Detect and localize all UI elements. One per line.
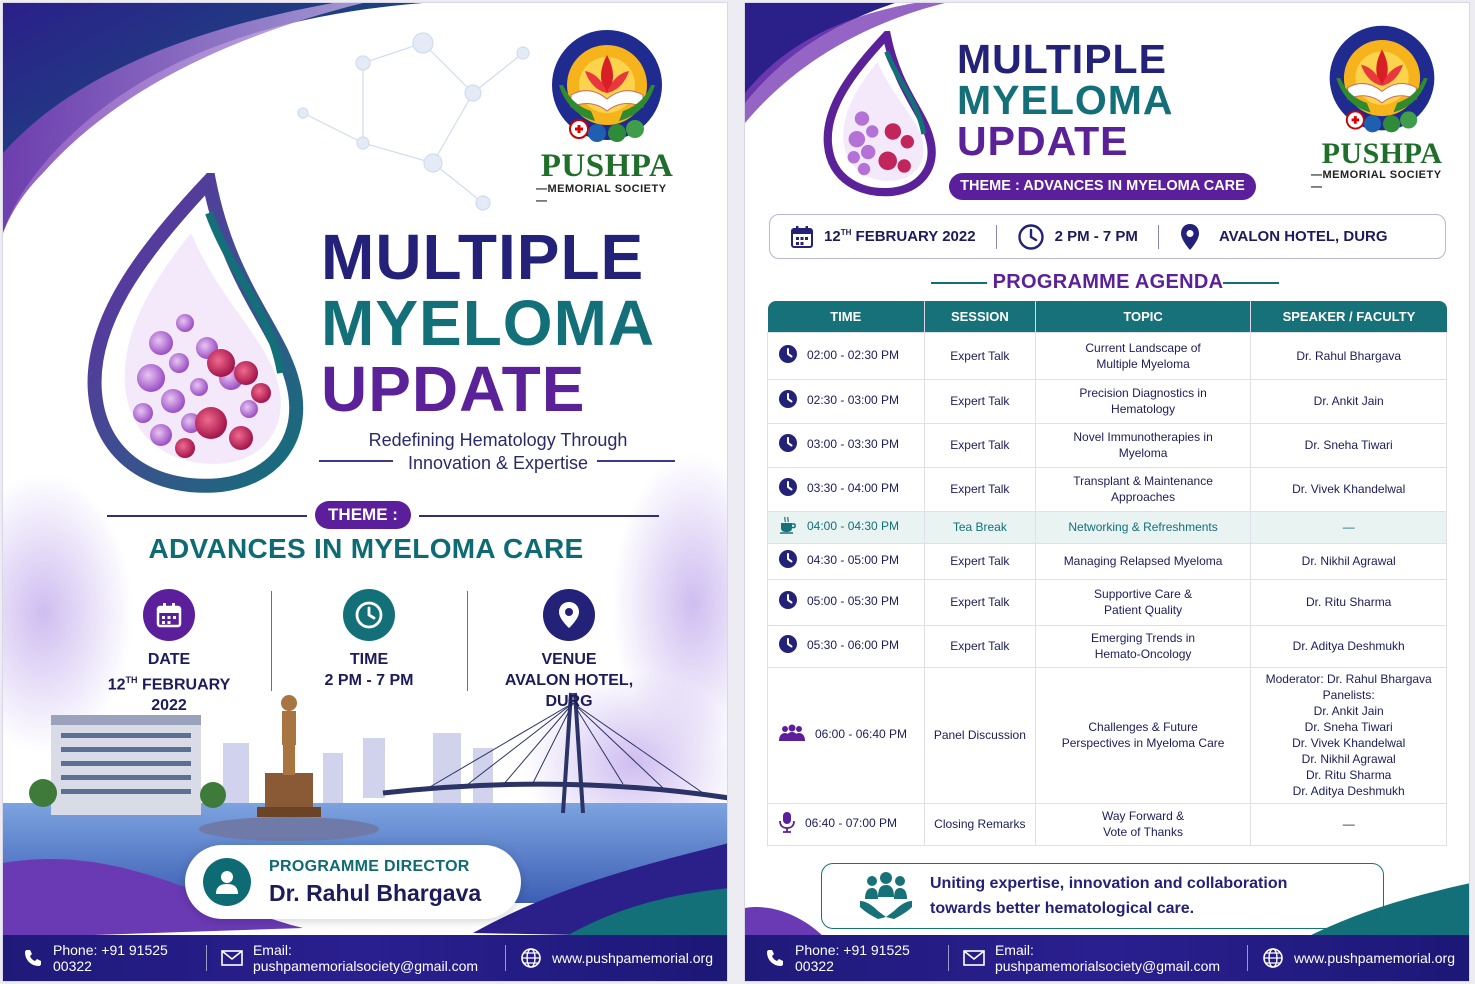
agenda-row <box>768 625 1447 667</box>
date-label: DATE <box>147 651 191 668</box>
agenda-topic-cell: Challenges & Future Perspectives in Myeloma Care <box>1035 667 1251 803</box>
agenda-topic-cell: Transplant & Maintenance Approaches <box>1035 467 1251 511</box>
agenda-time-cell: 02:30 - 03:00 PM <box>768 379 925 423</box>
mail-icon <box>963 950 985 966</box>
team-hands-icon <box>858 871 914 921</box>
flyer-agenda-page <box>744 2 1470 982</box>
agenda-row <box>768 667 1447 803</box>
clock-icon <box>1017 223 1045 251</box>
footer-phone[interactable]: Phone: +91 91525 00322 <box>745 944 948 972</box>
hotel-illustration <box>29 715 226 815</box>
info-divider-1 <box>271 591 272 691</box>
agenda-time-cell: 03:30 - 04:00 PM <box>768 467 925 511</box>
logo-name: PUSHPA <box>1321 137 1443 170</box>
closing-message-line1: Uniting expertise, innovation and collaboration <box>930 875 1288 892</box>
info-divider-2 <box>467 591 468 691</box>
event-title-line1: MULTIPLE <box>957 36 1167 82</box>
venue-line2: DURG <box>545 693 593 710</box>
agenda-topic-cell: Way Forward & Vote of Thanks <box>1035 803 1251 845</box>
event-title-line3: UPDATE <box>957 118 1129 164</box>
agenda-speaker-cell: Dr. Ankit Jain <box>1251 379 1447 423</box>
theme-divider-left <box>107 515 307 517</box>
agenda-topic-cell: Emerging Trends in Hemato-Oncology <box>1035 625 1251 667</box>
time-value: 2 PM - 7 PM <box>324 672 414 689</box>
mail-icon <box>221 950 243 966</box>
column-header-time: TIME <box>768 301 925 332</box>
agenda-table <box>767 301 1447 846</box>
tagline-divider-left <box>319 460 393 462</box>
agenda-session-cell: Expert Talk <box>924 579 1035 625</box>
agenda-speaker-cell: Moderator: Dr. Rahul Bhargava Panelists: Dr. Ankit Jain Dr. Sneha Tiwari Dr. Vivek Khandelwal Dr. Nikhil Agrawal Dr. Ritu Sharma Dr. Aditya Deshmukh <box>1251 667 1447 803</box>
info-time: 2 PM - 7 PM <box>997 223 1158 251</box>
venue-label: VENUE <box>541 651 597 668</box>
theme-label-pill: THEME : <box>315 501 411 529</box>
closing-message-line2: towards better hematological care. <box>930 900 1195 917</box>
column-header-topic: TOPIC <box>1035 301 1251 332</box>
flyer-cover-page <box>2 2 728 982</box>
agenda-session-cell: Expert Talk <box>924 379 1035 423</box>
agenda-session-cell: Expert Talk <box>924 467 1035 511</box>
agenda-speaker-cell: Dr. Aditya Deshmukh <box>1251 625 1447 667</box>
clock-icon <box>778 389 798 413</box>
agenda-row <box>768 379 1447 423</box>
agenda-topic-cell: Current Landscape of Multiple Myeloma <box>1035 332 1251 379</box>
agenda-time-cell: 02:00 - 02:30 PM <box>768 332 925 379</box>
contact-footer <box>3 935 727 981</box>
agenda-topic-cell: Managing Relapsed Myeloma <box>1035 543 1251 579</box>
director-name: Dr. Rahul Bhargava <box>269 879 482 906</box>
date-year: 2022 <box>151 697 187 715</box>
agenda-row <box>768 803 1447 845</box>
agenda-session-cell: Closing Remarks <box>924 803 1035 845</box>
agenda-time-cell: 06:40 - 07:00 PM <box>768 803 925 845</box>
tagline-line2: Innovation & Expertise <box>407 453 589 473</box>
agenda-speaker-cell: Dr. Nikhil Agrawal <box>1251 543 1447 579</box>
calendar-icon <box>790 225 814 249</box>
logo-name: PUSHPA <box>540 148 674 184</box>
lotus-book-emblem <box>545 25 669 149</box>
clock-icon <box>778 549 798 573</box>
microphone-icon <box>778 811 796 837</box>
society-logo <box>1311 21 1453 193</box>
theme-divider-right <box>419 515 659 517</box>
agenda-header-row <box>768 301 1447 332</box>
agenda-topic-cell: Novel Immunotherapies in Myeloma <box>1035 423 1251 467</box>
agenda-speaker-cell: Dr. Rahul Bhargava <box>1251 332 1447 379</box>
location-pin-icon <box>1179 223 1201 251</box>
calendar-icon <box>143 589 195 641</box>
column-header-session: SESSION <box>924 301 1035 332</box>
agenda-topic-cell: Precision Diagnostics in Hematology <box>1035 379 1251 423</box>
time-label: TIME <box>349 651 389 668</box>
column-header-speaker: SPEAKER / FACULTY <box>1251 301 1447 332</box>
agenda-row <box>768 543 1447 579</box>
people-group-icon <box>778 723 806 747</box>
agenda-time-cell: 05:30 - 06:00 PM <box>768 625 925 667</box>
theme-pill: THEME : ADVANCES IN MYELOMA CARE <box>949 173 1256 200</box>
footer-email[interactable]: Email: pushpamemorialsociety@gmail.com <box>949 944 1247 972</box>
date-block <box>93 589 245 716</box>
contact-footer <box>745 935 1469 981</box>
phone-icon <box>23 948 43 968</box>
info-date: 12TH FEBRUARY 2022 <box>770 225 996 249</box>
agenda-time-cell: 04:30 - 05:00 PM <box>768 543 925 579</box>
agenda-topic-cell: Networking & Refreshments <box>1035 511 1251 543</box>
footer-email[interactable]: Email: pushpamemorialsociety@gmail.com <box>207 944 505 972</box>
coffee-cup-icon <box>778 515 798 539</box>
agenda-session-cell: Panel Discussion <box>924 667 1035 803</box>
agenda-speaker-cell: Dr. Ritu Sharma <box>1251 579 1447 625</box>
globe-icon <box>1262 947 1284 969</box>
globe-icon <box>520 947 542 969</box>
clock-icon <box>343 589 395 641</box>
info-venue: AVALON HOTEL, DURG <box>1159 223 1408 251</box>
tagline-line1: Redefining Hematology Through <box>368 430 628 450</box>
lotus-book-emblem <box>1323 21 1441 139</box>
agenda-time-cell: 04:00 - 04:30 PM <box>768 511 925 543</box>
agenda-time-cell: 03:00 - 03:30 PM <box>768 423 925 467</box>
agenda-divider-right <box>1223 282 1279 284</box>
logo-subtitle: —MEMORIAL SOCIETY— <box>1311 169 1442 193</box>
programme-director-card <box>185 845 521 919</box>
agenda-heading: PROGRAMME AGENDA <box>992 271 1224 293</box>
venue-line1: AVALON HOTEL, <box>504 672 634 689</box>
agenda-speaker-cell: Dr. Sneha Tiwari <box>1251 423 1447 467</box>
footer-website[interactable]: www.pushpamemorial.org <box>506 944 727 972</box>
clock-icon <box>778 477 798 501</box>
agenda-row <box>768 423 1447 467</box>
event-title-line1: MULTIPLE <box>321 221 645 293</box>
phone-icon <box>765 948 785 968</box>
society-logo <box>536 25 678 207</box>
blood-drop-illustration <box>81 173 311 503</box>
agenda-row <box>768 579 1447 625</box>
agenda-time-cell: 05:00 - 05:30 PM <box>768 579 925 625</box>
person-avatar-icon <box>203 858 251 906</box>
agenda-row <box>768 332 1447 379</box>
agenda-speaker-cell: — <box>1251 511 1447 543</box>
time-block <box>295 589 443 691</box>
director-label: PROGRAMME DIRECTOR <box>269 857 470 875</box>
venue-block <box>493 589 645 712</box>
closing-message-box <box>821 863 1384 929</box>
agenda-row <box>768 467 1447 511</box>
event-title-line3: UPDATE <box>321 353 586 425</box>
agenda-row <box>768 511 1447 543</box>
clock-icon <box>778 344 798 368</box>
agenda-session-cell: Expert Talk <box>924 543 1035 579</box>
event-info-bar <box>769 214 1446 259</box>
agenda-speaker-cell: Dr. Vivek Khandelwal <box>1251 467 1447 511</box>
clock-icon <box>778 634 798 658</box>
agenda-speaker-cell: — <box>1251 803 1447 845</box>
clock-icon <box>778 433 798 457</box>
blood-drop-illustration <box>815 31 945 201</box>
logo-subtitle: —MEMORIAL SOCIETY— <box>536 183 667 207</box>
agenda-session-cell: Tea Break <box>924 511 1035 543</box>
clock-icon <box>778 590 798 614</box>
event-title-line2: MYELOMA <box>957 77 1174 123</box>
agenda-session-cell: Expert Talk <box>924 625 1035 667</box>
tagline-divider-right <box>597 460 675 462</box>
agenda-time-cell: 06:00 - 06:40 PM <box>768 667 925 803</box>
footer-website[interactable]: www.pushpamemorial.org <box>1248 944 1469 972</box>
agenda-session-cell: Expert Talk <box>924 332 1035 379</box>
event-title-line2: MYELOMA <box>321 287 656 359</box>
agenda-session-cell: Expert Talk <box>924 423 1035 467</box>
date-value: 12TH FEBRUARY <box>107 675 231 694</box>
agenda-topic-cell: Supportive Care & Patient Quality <box>1035 579 1251 625</box>
location-pin-icon <box>543 589 595 641</box>
theme-text: ADVANCES IN MYELOMA CARE <box>148 533 584 564</box>
footer-phone[interactable]: Phone: +91 91525 00322 <box>3 944 206 972</box>
